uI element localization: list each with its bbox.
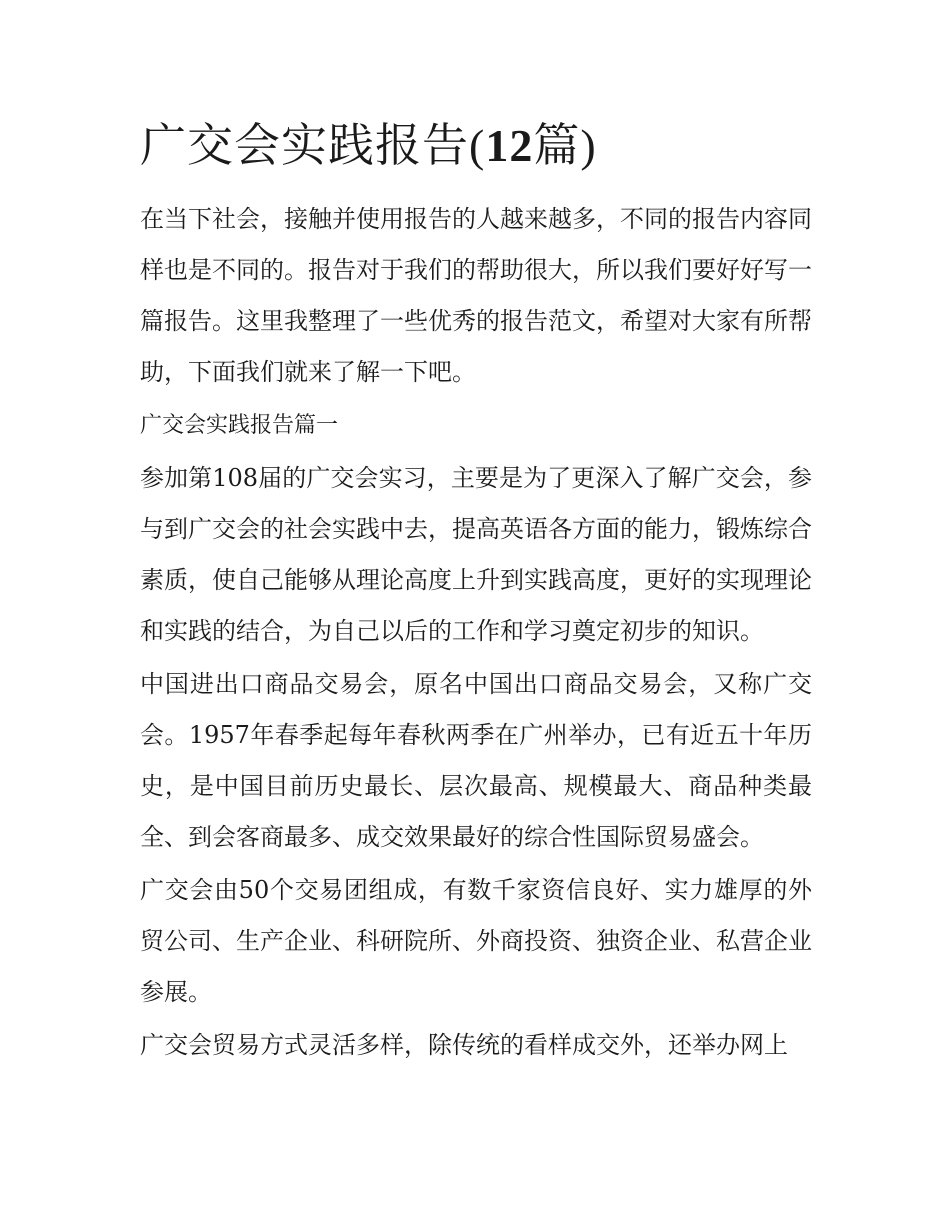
section-heading: 广交会实践报告篇一 — [140, 413, 339, 438]
document-title — [140, 110, 812, 182]
intro-paragraph: 在当下社会，接触并使用报告的人越来越多，不同的报告内容同样也是不同的。报告对于我们的帮助很大，所以我们要好好写一篇报告。这里我整理了一些优秀的报告范文，希望对大家有所帮助，下面我们就来了解一下吧。 — [140, 205, 812, 386]
document-page — [140, 110, 812, 1073]
body-paragraph: 参加第108届的广交会实习，主要是为了更深入了解广交会，参与到广交会的社会实践中去，提高英语各方面的能力，锻炼综合素质，使自己能够从理论高度上升到实践高度，更好的实现理论和实践的结合，为自己以后的工作和学习奠定初步的知识。 — [140, 464, 812, 645]
body-paragraph: 中国进出口商品交易会，原名中国出口商品交易会，又称广交会。1957年春季起每年春秋两季在广州举办，已有近五十年历史，是中国目前历史最长、层次最高、规模最大、商品种类最全、到会客商最多、成交效果最好的综合性国际贸易盛会。 — [140, 670, 812, 851]
title-suffix: 篇) — [533, 120, 597, 171]
body-paragraph: 广交会由50个交易团组成，有数千家资信良好、实力雄厚的外贸公司、生产企业、科研院所、外商投资、独资企业、私营企业参展。 — [140, 876, 812, 1006]
title-number: 12 — [485, 120, 534, 171]
title-prefix: 广交会实践报告( — [140, 120, 486, 171]
body-paragraph: 广交会贸易方式灵活多样，除传统的看样成交外，还举办网上 — [140, 1031, 788, 1059]
